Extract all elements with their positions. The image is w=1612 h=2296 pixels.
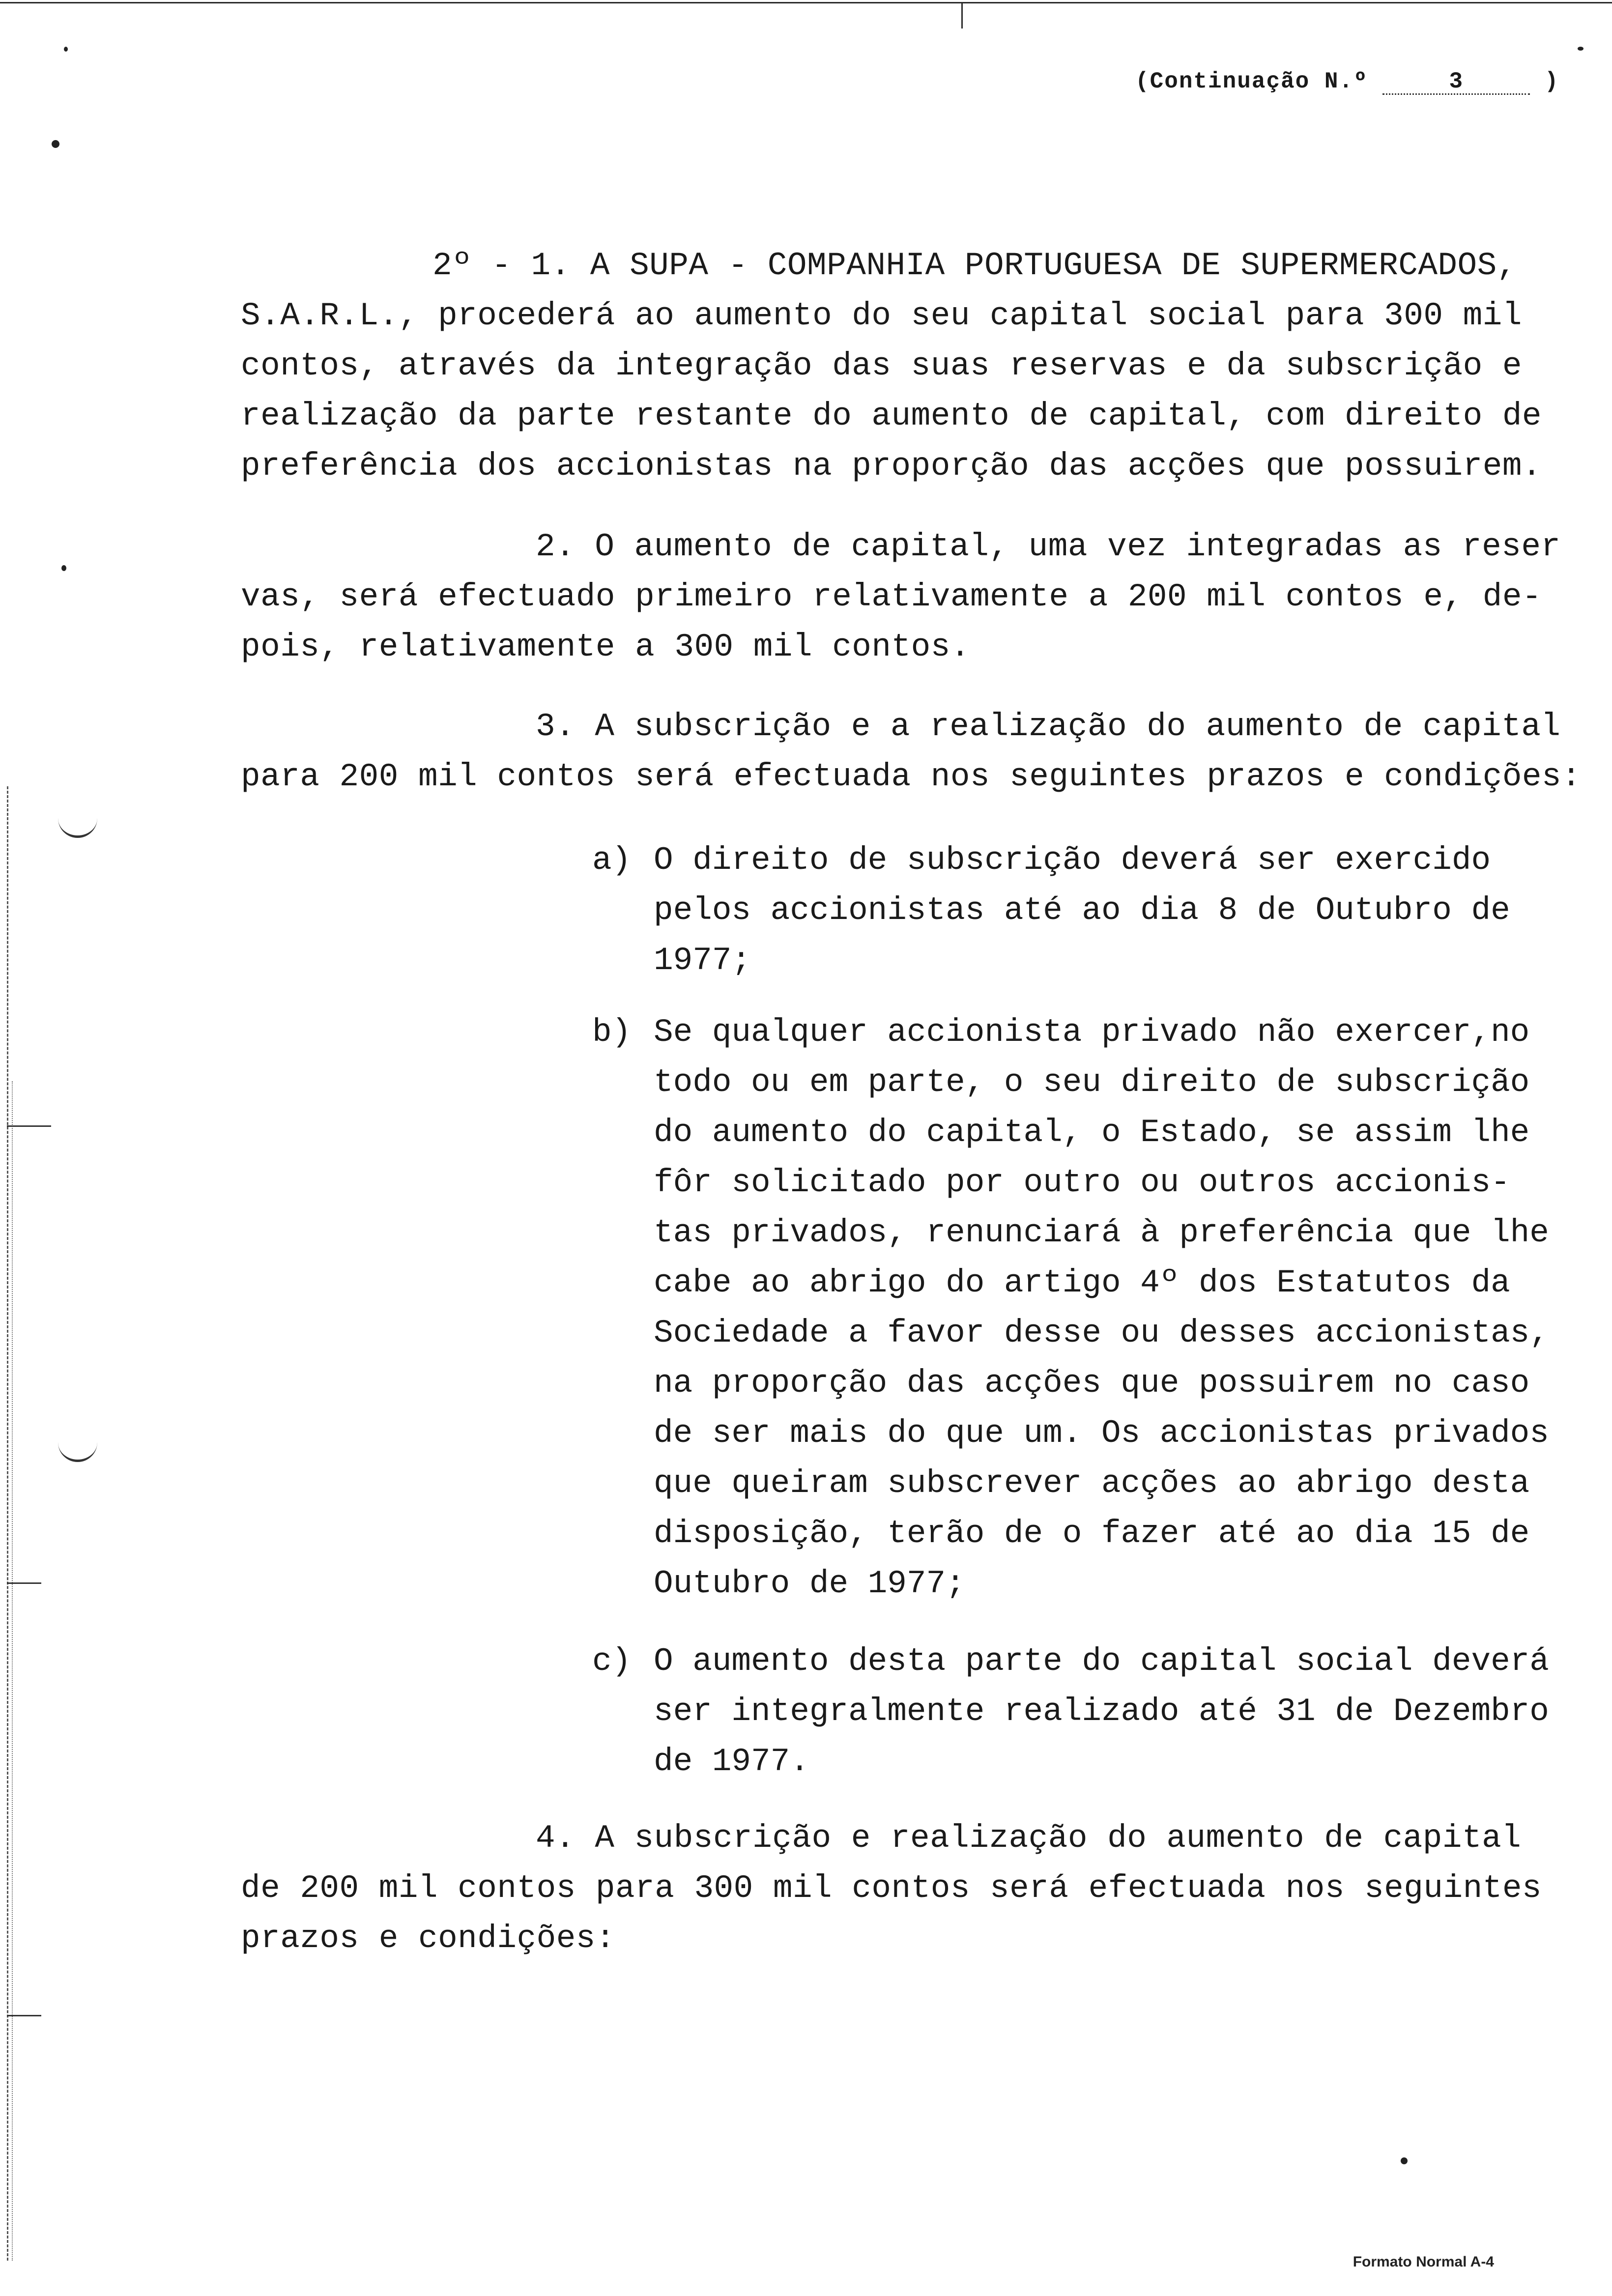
item-label: a) (592, 842, 632, 879)
text-line: realização da parte restante do aumento de capital, com direito de (241, 398, 1542, 434)
text-line: 4. A subscrição e realização do aumento de capital (536, 1820, 1522, 1857)
text-line: de 1977. (654, 1743, 809, 1780)
scan-speck (1401, 2157, 1408, 2164)
top-tick-mark (961, 3, 963, 29)
text-line: para 200 mil contos será efectuada nos seguintes prazos e condições: (241, 758, 1582, 795)
text-line: 1977; (654, 942, 751, 979)
item-label: b) (592, 1014, 632, 1051)
scan-speck (64, 47, 68, 52)
continuation-number: 3 (1382, 70, 1530, 95)
paragraph-2 (241, 522, 1561, 672)
item-body (654, 1007, 1549, 1609)
text-line: Outubro de 1977; (654, 1565, 965, 1602)
form-size-label: Formato Normal A-4 (1353, 2254, 1494, 2270)
punch-hole-arc (58, 1440, 97, 1462)
text-line: contos, através da integração das suas reservas e da subscrição e (241, 347, 1522, 384)
text-line: 2º - 1. A SUPA - COMPANHIA PORTUGUESA DE SUPERMERCADOS, (432, 247, 1517, 284)
text-line: preferência dos accionistas na proporção das acções que possuirem. (241, 448, 1542, 485)
paragraph-1 (241, 241, 1542, 491)
item-body (654, 1636, 1549, 1787)
text-line: cabe ao abrigo do artigo 4º dos Estatutos da (654, 1264, 1510, 1301)
text-line: todo ou em parte, o seu direito de subscrição (654, 1064, 1530, 1101)
text-line: de 200 mil contos para 300 mil contos será efectuada nos seguintes (241, 1870, 1542, 1907)
scan-speck (52, 140, 59, 148)
text-line: Sociedade a favor desse ou desses accionistas, (654, 1315, 1549, 1351)
left-binding-edge (7, 786, 10, 2261)
text-line: 3. A subscrição e a realização do aumento de capital (536, 708, 1561, 745)
continuation-label: (Continuação N.º (1135, 69, 1368, 94)
paragraph-3 (241, 702, 1581, 802)
left-binding-edge-secondary (12, 1081, 15, 2261)
text-line: disposição, terão de o fazer até ao dia 15 de (654, 1515, 1530, 1552)
paragraph-4 (241, 1813, 1542, 1964)
text-line: tas privados, renunciará à preferência que lhe (654, 1214, 1549, 1251)
text-line: na proporção das acções que possuirem no caso (654, 1365, 1530, 1402)
punch-hole-arc (58, 816, 97, 838)
continuation-close: ) (1544, 69, 1559, 94)
text-line: vas, será efectuado primeiro relativamente a 200 mil contos e, de- (241, 578, 1542, 615)
text-line: ser integralmente realizado até 31 de Dezembro (654, 1693, 1549, 1730)
scan-speck (61, 565, 66, 571)
text-line: 2. O aumento de capital, uma vez integradas as reser (536, 528, 1561, 565)
text-line: O aumento desta parte do capital social deverá (654, 1643, 1549, 1680)
text-line: S.A.R.L., procederá ao aumento do seu capital social para 300 mil (241, 297, 1522, 334)
text-line: prazos e condições: (241, 1920, 616, 1957)
text-line: Se qualquer accionista privado não exercer,no (654, 1014, 1530, 1051)
text-line: O direito de subscrição deverá ser exercido (654, 842, 1491, 879)
text-line: que queiram subscrever acções ao abrigo desta (654, 1465, 1530, 1502)
scan-speck (1578, 47, 1583, 51)
continuation-header (1135, 69, 1559, 95)
item-body (654, 835, 1510, 986)
text-line: de ser mais do que um. Os accionistas privados (654, 1415, 1549, 1452)
text-line: fôr solicitado por outro ou outros accionis- (654, 1164, 1510, 1201)
text-line: pois, relativamente a 300 mil contos. (241, 629, 970, 665)
item-label: c) (592, 1643, 632, 1680)
edge-mark (7, 2015, 41, 2016)
text-line: pelos accionistas até ao dia 8 de Outubro de (654, 892, 1510, 929)
edge-mark (7, 1582, 41, 1584)
top-border-line (0, 2, 1612, 3)
text-line: do aumento do capital, o Estado, se assim lhe (654, 1114, 1530, 1151)
edge-mark (7, 1125, 51, 1127)
